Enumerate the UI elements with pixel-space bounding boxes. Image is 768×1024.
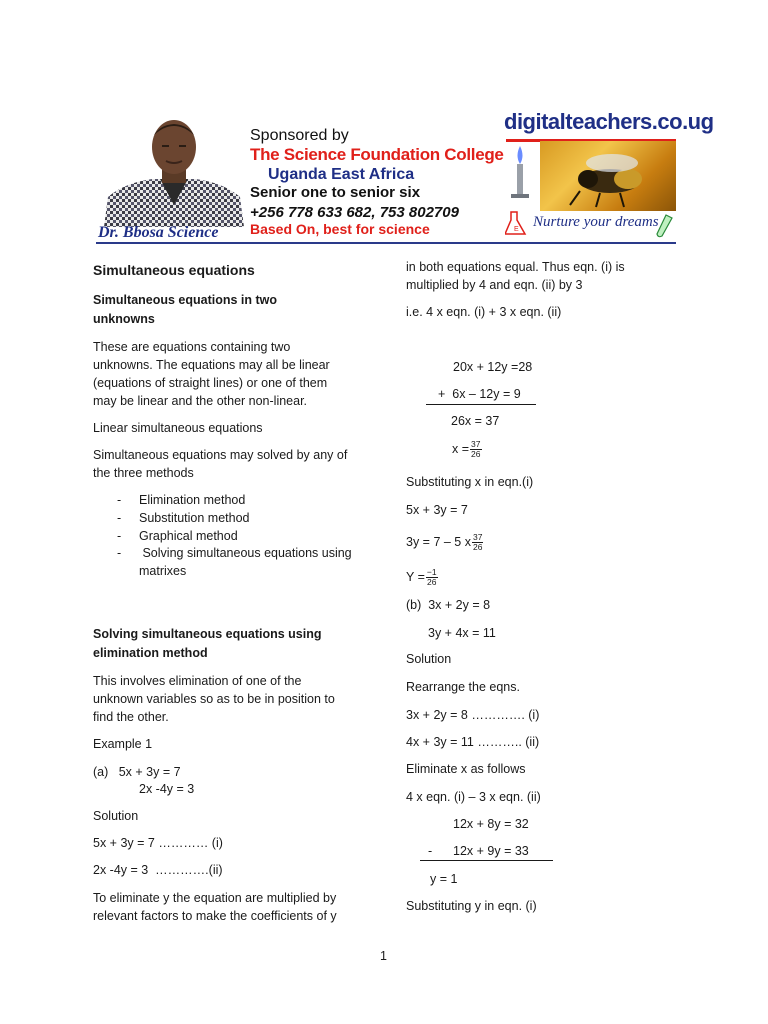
- phone-numbers: +256 778 633 682, 753 802709: [250, 204, 459, 221]
- equation: 2x -4y = 3 ………….(ii): [93, 863, 223, 877]
- fraction-numerator: 37: [471, 439, 481, 449]
- sponsored-by-label: Sponsored by: [250, 127, 349, 144]
- fraction-denominator: 26: [471, 449, 481, 459]
- solution-label: Solution: [93, 809, 139, 823]
- addition-rule: [426, 404, 536, 405]
- fraction-numerator: 37: [472, 532, 483, 542]
- bee-photo: [540, 141, 676, 211]
- college-motto: Based On, best for science: [250, 221, 430, 237]
- paragraph-line: To eliminate y the equation are multiplied by: [93, 891, 337, 905]
- levels-label: Senior one to senior six: [250, 184, 421, 201]
- paragraph-line: Rearrange the eqns.: [406, 680, 520, 694]
- equation: + 6x – 12y = 9: [438, 387, 521, 401]
- equation: 4 x eqn. (i) – 3 x eqn. (ii): [406, 790, 541, 804]
- list-item-cont: matrixes: [139, 564, 187, 578]
- paragraph-line: may be linear and the other non-linear.: [93, 394, 308, 408]
- college-name: The Science Foundation College: [250, 145, 504, 164]
- paragraph-line: Substituting x in eqn.(i): [406, 475, 534, 489]
- subtraction-rule: [420, 860, 553, 861]
- paragraph-line: unknowns. The equations may all be linear: [93, 358, 330, 372]
- fraction-denominator: 26: [472, 542, 483, 552]
- equation: 26x = 37: [451, 414, 500, 428]
- list-item: Elimination method: [139, 493, 246, 507]
- equation: 20x + 12y =28: [453, 360, 533, 374]
- slogan: Nurture your dreams: [533, 214, 659, 230]
- equation-fraction: [406, 533, 483, 552]
- paragraph-line: Substituting y in eqn. (i): [406, 899, 537, 913]
- equation-prefix: Y =: [406, 569, 425, 584]
- solution-label: Solution: [406, 652, 452, 666]
- paragraph-line: Linear simultaneous equations: [93, 421, 263, 435]
- bullet-mark: -: [117, 529, 122, 543]
- author-portrait: [104, 115, 244, 227]
- test-tube-icon: [654, 214, 674, 241]
- page-title: Simultaneous equations: [93, 262, 255, 278]
- paragraph-line: Simultaneous equations may solved by any of: [93, 448, 348, 462]
- paragraph-line: in both equations equal. Thus eqn. (i) is: [406, 260, 625, 274]
- paragraph-line: This involves elimination of one of the: [93, 674, 302, 688]
- equation: (a) 5x + 3y = 7: [93, 765, 181, 779]
- equation: 4x + 3y = 11 ……….. (ii): [406, 735, 540, 749]
- country-label: Uganda East Africa: [268, 166, 415, 183]
- paragraph-line: relevant factors to make the coefficients of y: [93, 909, 337, 923]
- section-heading-cont: elimination method: [93, 646, 208, 660]
- bullet-mark: -: [117, 493, 122, 507]
- equation: 5x + 3y = 7 ………… (i): [93, 836, 223, 850]
- paragraph-line: i.e. 4 x eqn. (i) + 3 x eqn. (ii): [406, 305, 562, 319]
- equation: - 12x + 9y = 33: [428, 844, 529, 858]
- paragraph-line: the three methods: [93, 466, 194, 480]
- banner-divider: [96, 242, 676, 244]
- paragraph-line: find the other.: [93, 710, 169, 724]
- equation-fraction: [406, 568, 438, 587]
- example-label: Example 1: [93, 737, 153, 751]
- bullet-mark: -: [117, 546, 122, 560]
- equation-fraction: [452, 440, 482, 459]
- paragraph-line: Eliminate x as follows: [406, 762, 526, 776]
- fraction: [472, 533, 483, 552]
- equation: 12x + 8y = 32: [453, 817, 529, 831]
- website-logo: digitalteachers.co.ug: [504, 109, 714, 134]
- equation: 3y + 4x = 11: [428, 626, 496, 640]
- page-number: 1: [380, 949, 387, 963]
- equation: y = 1: [430, 872, 458, 886]
- section-heading: Solving simultaneous equations using: [93, 627, 322, 641]
- bullet-mark: -: [117, 511, 122, 525]
- paragraph-line: These are equations containing two: [93, 340, 291, 354]
- paragraph-line: multiplied by 4 and eqn. (ii) by 3: [406, 278, 583, 292]
- section-heading-cont: unknowns: [93, 312, 155, 326]
- equation: 3x + 2y = 8 …………. (i): [406, 708, 540, 722]
- fraction-numerator: −1: [426, 567, 437, 577]
- fraction: [470, 440, 481, 459]
- paragraph-line: unknown variables so as to be in position to: [93, 692, 335, 706]
- equation: (b) 3x + 2y = 8: [406, 598, 491, 612]
- list-item: Solving simultaneous equations using: [139, 546, 352, 560]
- equation: 5x + 3y = 7: [406, 503, 468, 517]
- fraction-denominator: 26: [427, 577, 437, 587]
- section-heading: Simultaneous equations in two: [93, 293, 278, 307]
- list-item: Substitution method: [139, 511, 250, 525]
- fraction: [426, 568, 438, 587]
- paragraph-line: (equations of straight lines) or one of them: [93, 376, 328, 390]
- equation: 2x -4y = 3: [139, 782, 195, 796]
- equation-prefix: 3y = 7 – 5 x: [406, 534, 471, 549]
- x-prefix: x =: [452, 441, 470, 456]
- list-item: Graphical method: [139, 529, 238, 543]
- author-name: Dr. Bbosa Science: [98, 224, 219, 241]
- flask-label: E: [514, 226, 519, 233]
